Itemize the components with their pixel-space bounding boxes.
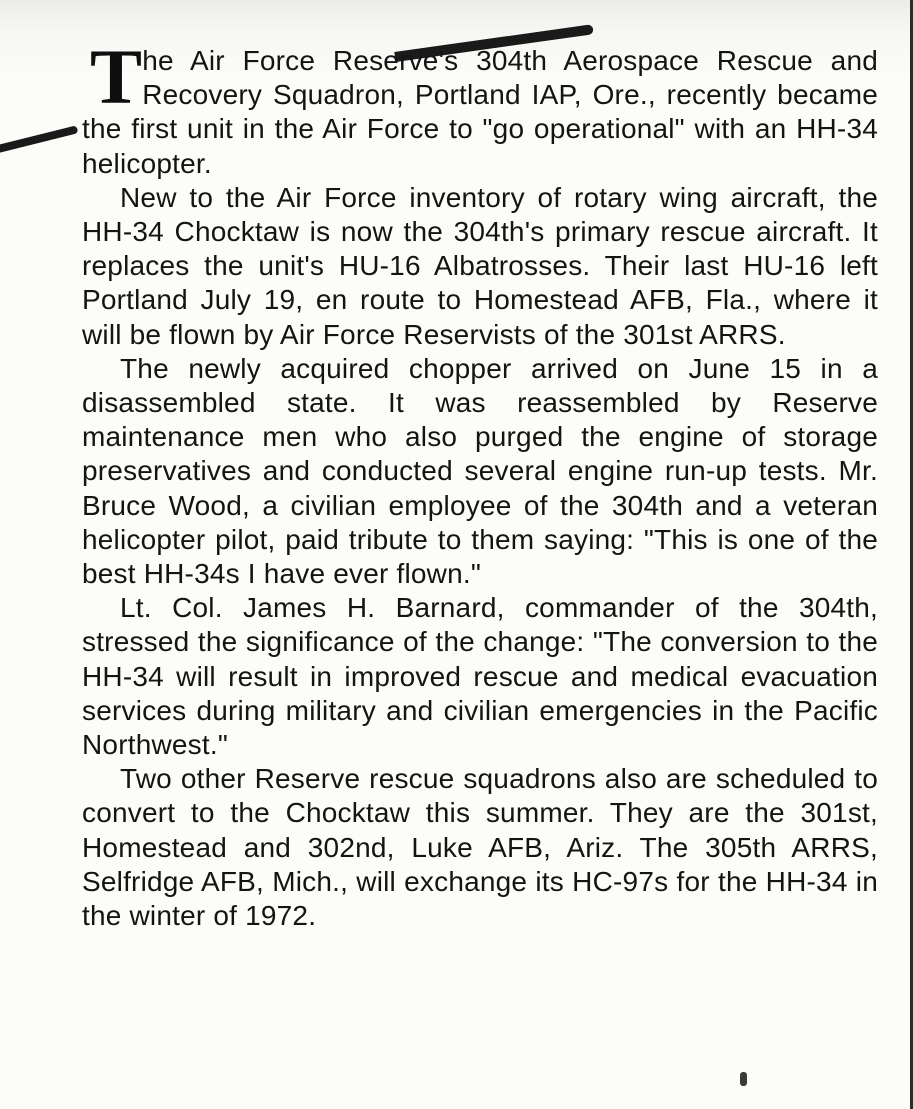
paragraph-1-text: he Air Force Reserve's 304th Aerospace Rescue and Recovery Squadron, Portland IAP, Ore., recently became the first unit in the Air Force to "go operational" with an HH-34 helicopter. xyxy=(82,45,878,179)
article-body xyxy=(82,33,878,933)
drop-cap: T xyxy=(90,33,143,120)
paragraph-4: Lt. Col. James H. Barnard, commander of the 304th, stressed the significance of the change: "The conversion to the HH-34 will result in improved rescue and medical evacuation services during military and civilian emergencies in the Pacific Northwest." xyxy=(82,592,878,761)
paragraph-5: Two other Reserve rescue squadrons also are scheduled to convert to the Chocktaw this summer. They are the 301st, Homestead and 302nd, Luke AFB, Ariz. The 305th ARRS, Selfridge AFB, Mich., will exchange its HC-97s for the HH-34 in the winter of 1972. xyxy=(82,763,878,932)
paragraph-2: New to the Air Force inventory of rotary wing aircraft, the HH-34 Chocktaw is now the 304th's primary rescue aircraft. It replaces the unit's HU-16 Albatrosses. Their last HU-16 left Portland July 19, en route to Homestead AFB, Fla., where it will be flown by Air Force Reservists of the 301st ARRS. xyxy=(82,181,878,350)
ink-speck xyxy=(740,1072,747,1086)
marker-stroke-left xyxy=(0,125,78,154)
paragraph-1 xyxy=(82,33,878,181)
paragraph-3: The newly acquired chopper arrived on June 15 in a disassembled state. It was reassembled by Reserve maintenance men who also purged the engine of storage preservatives and conducted several engine run-up tests. Mr. Bruce Wood, a civilian employee of the 304th and a veteran helicopter pilot, paid tribute to them saying: "This is one of the best HH-34s I have ever flown." xyxy=(82,352,878,590)
